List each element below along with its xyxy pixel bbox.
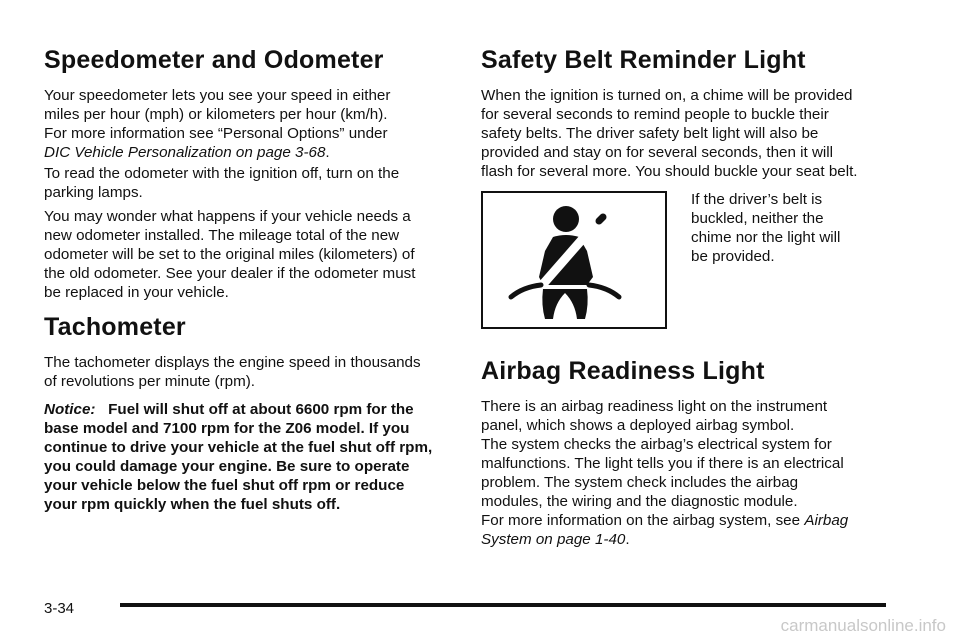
text-line: There is an airbag readiness light on the instrument: [481, 398, 828, 415]
text-line: modules, the wiring and the diagnostic module.: [481, 493, 798, 510]
airbag-paragraph: [481, 397, 848, 549]
belt-strap-dark: [599, 217, 603, 221]
text-line: When the ignition is turned on, a chime will be provided: [481, 87, 853, 104]
cross-reference-link[interactable]: Airbag: [804, 512, 849, 529]
text-line: flash for several more. You should buckle your seat belt.: [481, 163, 858, 180]
text-line: odometer will be set to the original miles (kilometers) of: [44, 246, 415, 263]
text-line: The system checks the airbag’s electrical system for: [481, 436, 832, 453]
text-line: If the driver’s belt is: [691, 191, 823, 208]
text-line: problem. The system check includes the airbag: [481, 474, 799, 491]
seat-belt-reminder-icon: [483, 193, 665, 327]
head-shape: [553, 206, 579, 232]
text-line: For more information see “Personal Options” under: [44, 125, 388, 142]
reference-lead: For more information on the airbag system, see: [481, 512, 801, 529]
page-number: 3-34: [44, 600, 75, 617]
text-line: [481, 511, 848, 530]
text-line: be replaced in your vehicle.: [44, 284, 229, 301]
cross-reference-link[interactable]: System on page 1-40: [481, 531, 626, 548]
heading-airbag: Airbag Readiness Light: [481, 357, 765, 385]
text-line: [44, 400, 432, 419]
seat-belt-figure: [481, 191, 667, 329]
text-line: The tachometer displays the engine speed in thousands: [44, 354, 421, 371]
text-line: the old odometer. See your dealer if the odometer must: [44, 265, 416, 282]
odometer-paragraph: [44, 164, 399, 202]
speedometer-paragraph: [44, 86, 390, 162]
heading-tachometer: Tachometer: [44, 313, 186, 341]
text-line: continue to drive your vehicle at the fuel shut off rpm,: [44, 439, 433, 456]
text-line: for several seconds to remind people to buckle their: [481, 106, 829, 123]
seat-shape: [542, 289, 587, 319]
text-line: [481, 530, 848, 549]
text-line: parking lamps.: [44, 184, 143, 201]
punctuation: .: [325, 144, 330, 161]
text-line: To read the odometer with the ignition off, turn on the: [44, 165, 400, 182]
text-line: malfunctions. The light tells you if there is an electrical: [481, 455, 844, 472]
text-line: your vehicle below the fuel shut off rpm or reduce: [44, 477, 405, 494]
text-line: [44, 143, 390, 162]
notice-paragraph: [44, 400, 432, 514]
lap-belt-right: [589, 285, 619, 297]
text-line: new odometer installed. The mileage total of the new: [44, 227, 400, 244]
text-line: of revolutions per minute (rpm).: [44, 373, 256, 390]
text-line: safety belts. The driver safety belt light will also be: [481, 125, 819, 142]
text-line: panel, which shows a deployed airbag symbol.: [481, 417, 795, 434]
punctuation: .: [625, 531, 630, 548]
notice-text: Fuel will shut off at about 6600 rpm for the: [108, 401, 414, 418]
notice-label: Notice:: [44, 401, 96, 418]
text-line: miles per hour (mph) or kilometers per hour (km/h).: [44, 106, 388, 123]
text-line: provided and stay on for several seconds, then it will: [481, 144, 834, 161]
text-line: You may wonder what happens if your vehicle needs a: [44, 208, 411, 225]
text-line: base model and 7100 rpm for the Z06 model. If you: [44, 420, 410, 437]
watermark: carmanualsonline.info: [780, 616, 946, 635]
odometer-replacement-paragraph: [44, 207, 415, 302]
safety-belt-paragraph: [481, 86, 858, 181]
text-line: chime nor the light will: [691, 229, 841, 246]
tachometer-paragraph: [44, 353, 421, 391]
cross-reference-link[interactable]: DIC Vehicle Personalization on page 3-68: [44, 144, 326, 161]
text-line: be provided.: [691, 248, 775, 265]
side-note-paragraph: [691, 190, 840, 266]
text-line: your rpm quickly when the fuel shuts off.: [44, 496, 341, 513]
text-line: Your speedometer lets you see your speed in either: [44, 87, 391, 104]
heading-speedometer: Speedometer and Odometer: [44, 46, 384, 74]
footer-rule: [120, 603, 886, 607]
text-line: you could damage your engine. Be sure to operate: [44, 458, 410, 475]
text-line: buckled, neither the: [691, 210, 824, 227]
heading-safety-belt: Safety Belt Reminder Light: [481, 46, 806, 74]
